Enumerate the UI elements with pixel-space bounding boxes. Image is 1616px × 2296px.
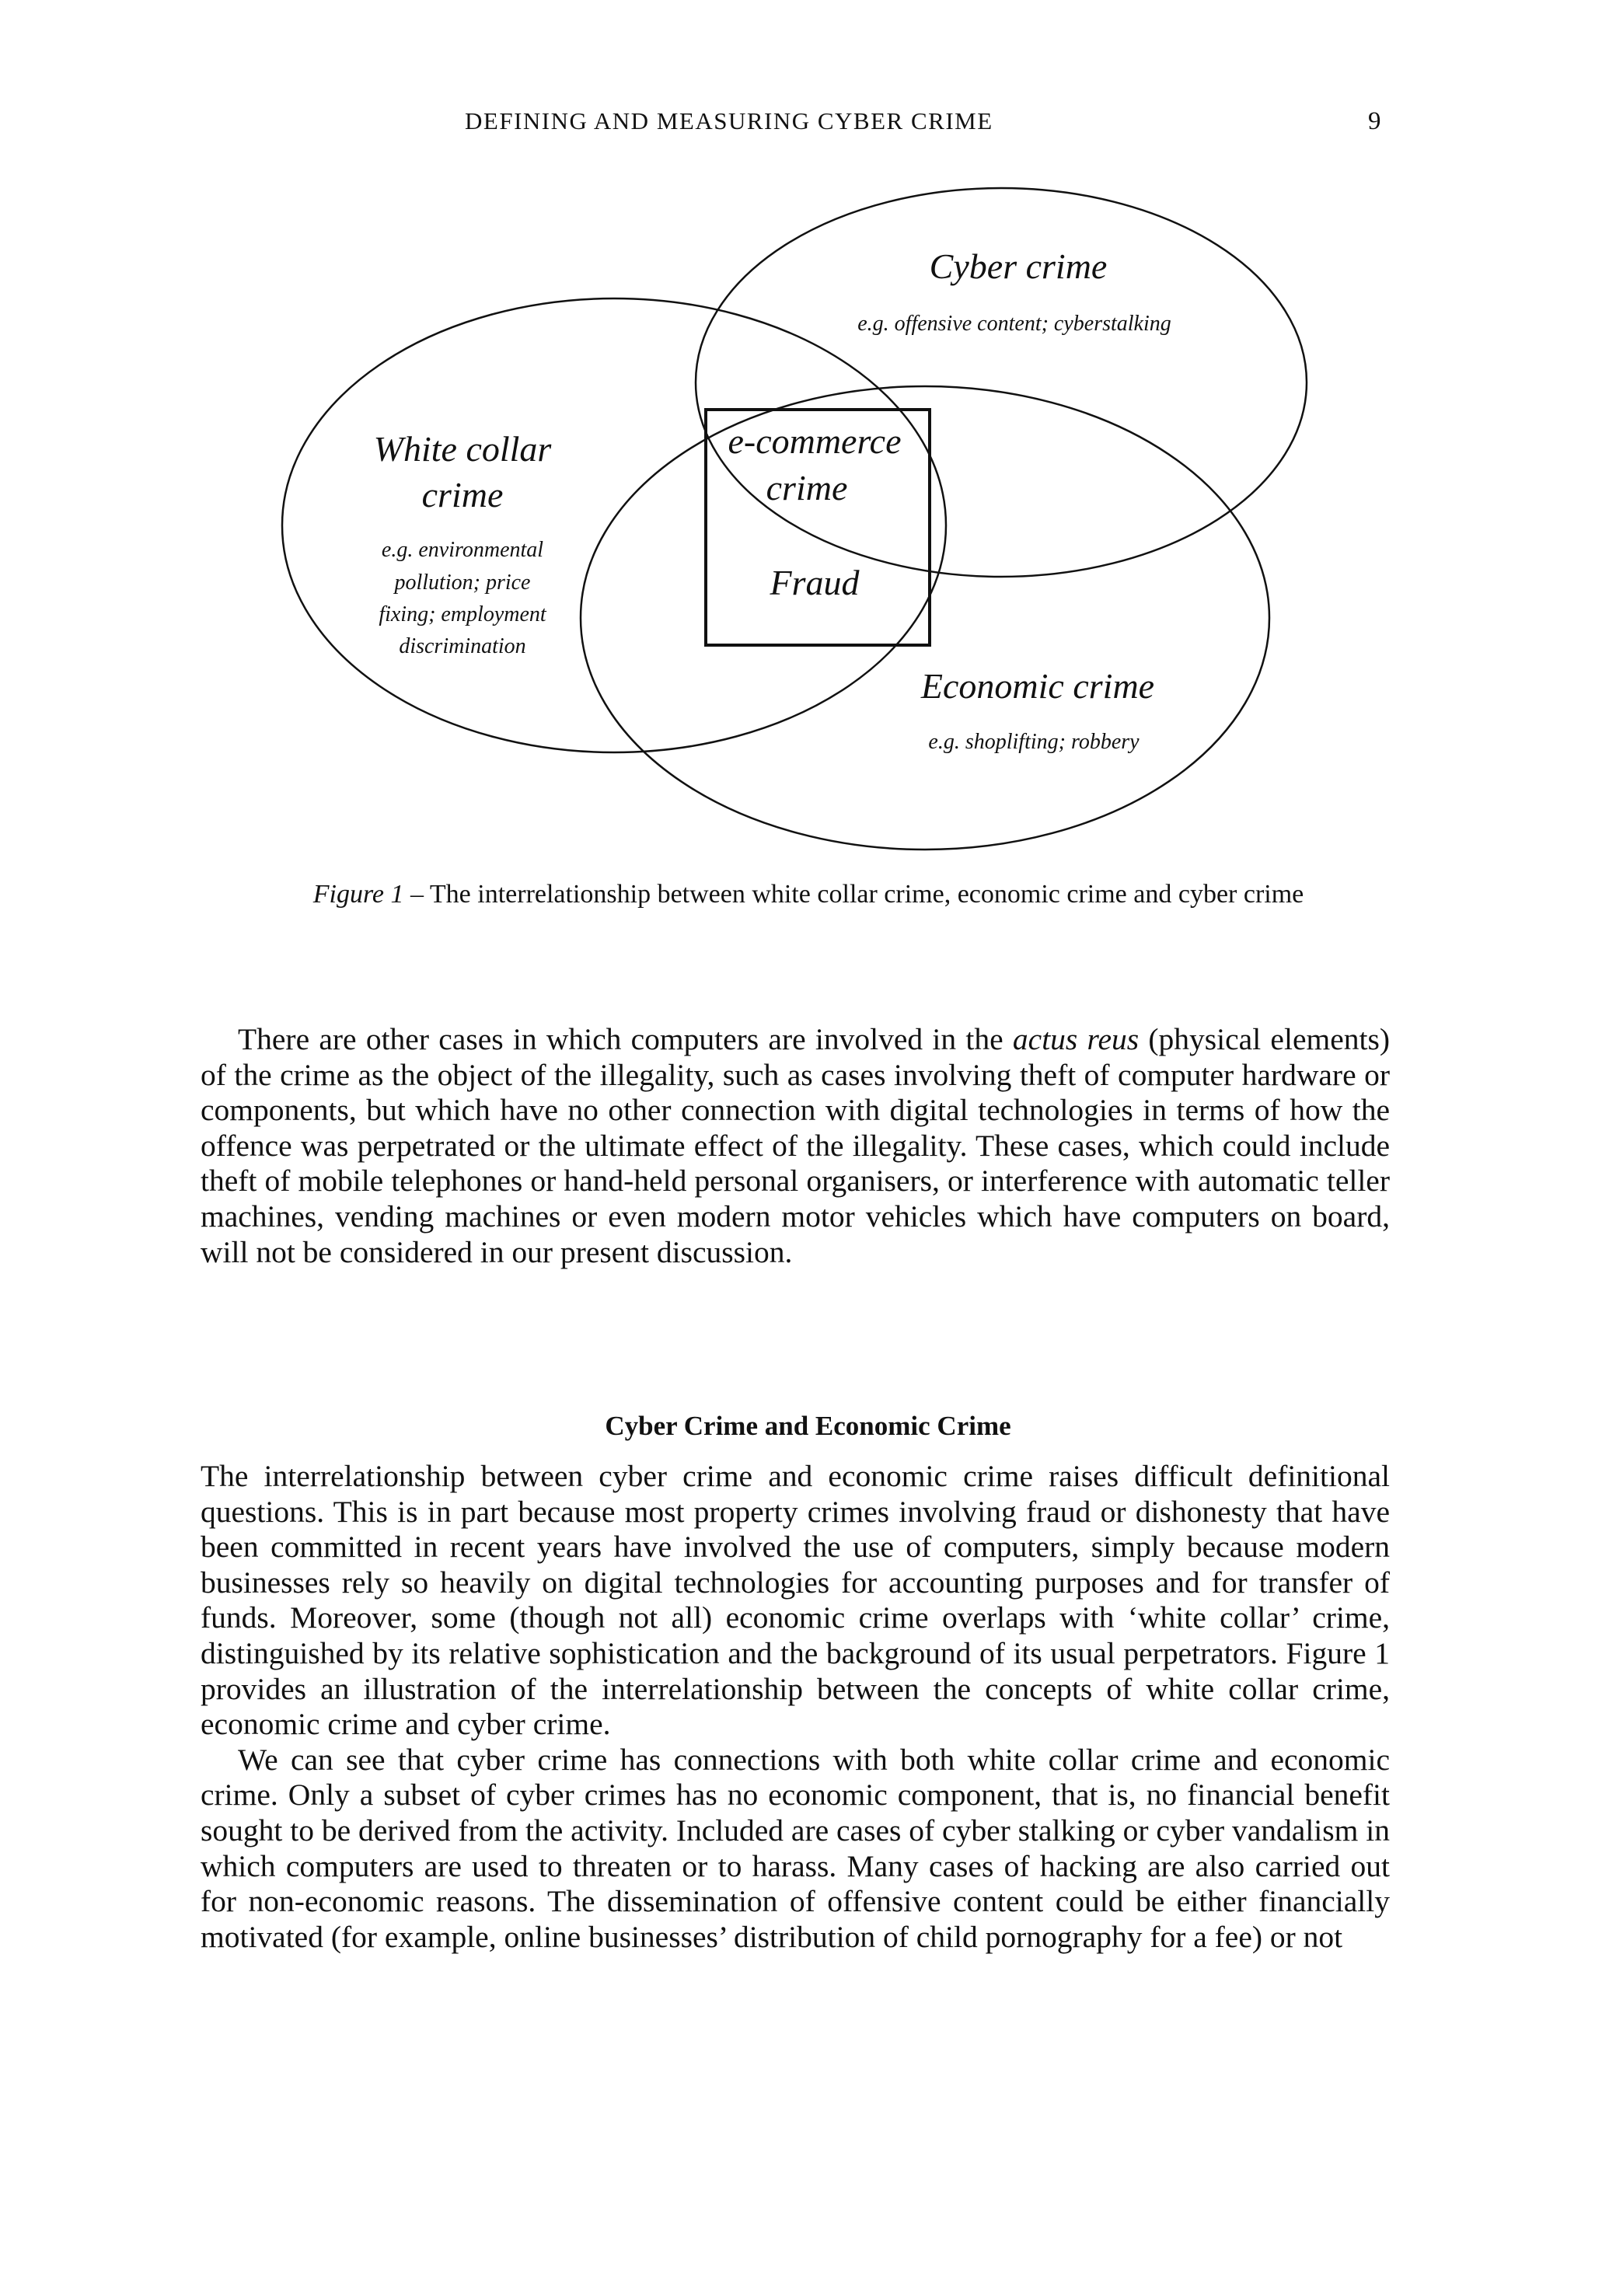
- section-heading: Cyber Crime and Economic Crime: [605, 1411, 1011, 1441]
- economic-crime-examples: e.g. shoplifting; robbery: [928, 730, 1140, 754]
- white-collar-title-line-1: White collar: [373, 429, 552, 469]
- economic-crime-set: [581, 386, 1269, 850]
- body-paragraph-1: [201, 1022, 1390, 1270]
- figure-caption: [257, 877, 1360, 912]
- section-body: [201, 1459, 1390, 1955]
- running-head: DEFINING AND MEASURING CYBER CRIME: [465, 107, 993, 134]
- section-paragraph-2: We can see that cyber crime has connections with both white collar crime and economic crime. Only a subset of cyber crimes has no economic component, that is, no financial benefit sought to be derived from the activity. Included are cases of cyber stalking or cyber vandalism in which computers are used to threaten or to harass. Many cases of hacking are also carried out for non-economic reasons. The dissemination of offensive content could be either financially motivated (for example, online businesses’ distribution of child pornography for a fee) or not: [201, 1742, 1390, 1954]
- white-collar-example-line-1: e.g. environmental: [381, 538, 544, 562]
- section-paragraph-1: The interrelationship between cyber crime and economic crime raises difficult definitional questions. This is in part because most property crimes involving fraud or dishonesty that have been committed in recent years have involved the use of computers, simply because modern businesses rely so heavily on digital technologies for accounting purposes and for transfer of funds. Moreover, some (though not all) economic crime overlaps with ‘white collar’ crime, distinguished by its relative sophistication and the background of its usual perpetrators. Figure 1 provides an illustration of the interrelationship between the concepts of white collar crime, economic crime and cyber crime.: [201, 1459, 1390, 1742]
- cyber-crime-title: Cyber crime: [929, 246, 1108, 286]
- page-number: 9: [1368, 107, 1381, 135]
- economic-crime-title: Economic crime: [920, 666, 1155, 706]
- ecommerce-crime-line-1: e-commerce: [728, 421, 902, 461]
- cyber-crime-examples: e.g. offensive content; cyberstalking: [857, 312, 1171, 336]
- white-collar-crime-set: [282, 298, 946, 752]
- white-collar-example-line-2: pollution; price: [394, 571, 531, 595]
- white-collar-example-line-4: discrimination: [399, 634, 526, 658]
- paragraph-1-text-end: (physical elements) of the crime as the object of the illegality, such as cases involving theft of computer hardware or components, but which have no other connection with digital technologies in terms of how the offence was perpetrated or the ultimate effect of the illegality. These cases, which could include theft of mobile telephones or hand-held personal organisers, or interference with automatic teller machines, vending machines or even modern motor vehicles which have computers on board, will not be considered in our present discussion.: [201, 1022, 1390, 1269]
- figure-caption-dash: –: [403, 880, 430, 909]
- figure-caption-ref: Figure 1: [312, 880, 404, 909]
- venn-figure: [0, 0, 1616, 871]
- fraud-label: Fraud: [770, 563, 860, 602]
- white-collar-title-line-2: crime: [421, 475, 504, 515]
- figure-caption-text: The interrelationship between white collar crime, economic crime and cyber crime: [429, 880, 1304, 909]
- paragraph-1-latin-term: actus reus: [1012, 1022, 1140, 1056]
- ecommerce-crime-line-2: crime: [766, 468, 848, 508]
- white-collar-example-line-3: fixing; employment: [379, 602, 546, 626]
- paragraph-1-text-start: There are other cases in which computers are involved in the: [238, 1022, 1013, 1056]
- venn-diagram: [0, 0, 1616, 871]
